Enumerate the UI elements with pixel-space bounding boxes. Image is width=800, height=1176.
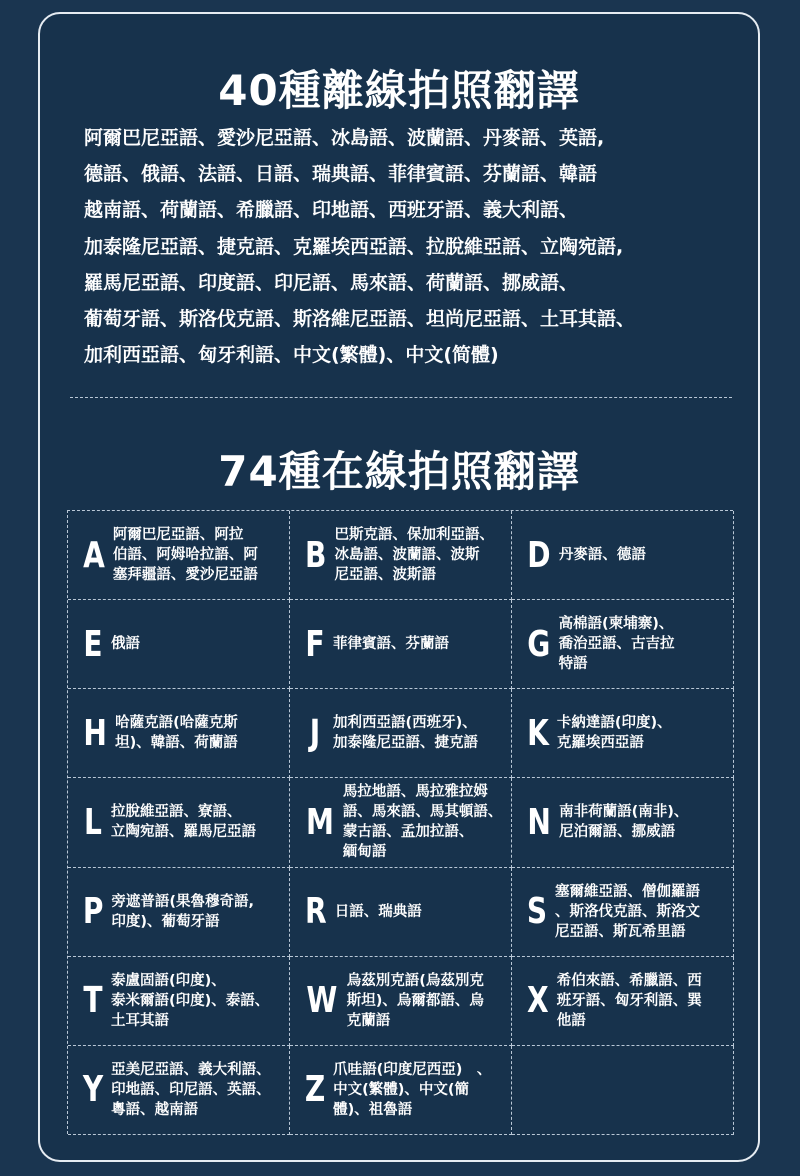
cell-letter: E bbox=[83, 623, 103, 665]
language-cell-l bbox=[68, 778, 290, 867]
language-cell-s bbox=[512, 868, 734, 957]
language-cell-w bbox=[290, 957, 512, 1046]
language-cell-g bbox=[512, 600, 734, 689]
cell-languages: 高棉語(柬埔寨)、 喬治亞語、古吉拉 特語 bbox=[558, 616, 675, 673]
cell-languages: 烏茲別克語(烏茲別克 斯坦)、烏爾都語、烏 克蘭語 bbox=[346, 972, 484, 1029]
cell-languages: 加利西亞語(西班牙)、 加泰隆尼亞語、捷克語 bbox=[333, 715, 478, 752]
cell-letter: F bbox=[305, 623, 325, 665]
language-cell-j bbox=[290, 689, 512, 778]
language-cell-e bbox=[68, 600, 290, 689]
cell-letter: B bbox=[305, 534, 327, 576]
cell-letter: M bbox=[305, 801, 334, 843]
section-divider bbox=[70, 397, 732, 398]
cell-languages: 塞爾維亞語、僧伽羅語 、斯洛伐克語、斯洛文 尼亞語、斯瓦希里語 bbox=[555, 883, 700, 940]
cell-letter: S bbox=[526, 891, 548, 933]
cell-languages: 泰盧固語(印度)、 泰米爾語(印度)、泰語、 土耳其語 bbox=[111, 972, 270, 1029]
cell-languages: 日語、瑞典語 bbox=[334, 903, 422, 920]
cell-languages: 希伯來語、希臘語、西 班牙語、匈牙利語、巽 他語 bbox=[556, 972, 702, 1029]
cell-letter: Y bbox=[82, 1069, 104, 1111]
language-cell-r bbox=[290, 868, 512, 957]
cell-letter: K bbox=[527, 712, 549, 754]
cell-languages: 南非荷蘭語(南非)、 尼泊爾語、挪威語 bbox=[559, 804, 689, 841]
cell-languages: 拉脫維亞語、寮語、 立陶宛語、羅馬尼亞語 bbox=[111, 804, 256, 841]
offline-line: 羅馬尼亞語、印度語、印尼語、馬來語、荷蘭語、挪威語、 bbox=[84, 271, 579, 294]
language-cell-f bbox=[290, 600, 512, 689]
language-cell-d bbox=[512, 511, 734, 600]
offline-line: 加泰隆尼亞語、捷克語、克羅埃西亞語、拉脫維亞語、立陶宛語, bbox=[84, 235, 624, 258]
cell-languages: 亞美尼亞語、義大利語、 印地語、印尼語、英語、 粵語、越南語 bbox=[111, 1061, 271, 1118]
language-cell-z bbox=[290, 1046, 512, 1135]
language-cell-empty bbox=[512, 1046, 734, 1135]
cell-letter: G bbox=[527, 623, 551, 665]
language-cell-t bbox=[68, 957, 290, 1046]
cell-languages: 爪哇語(印度尼西亞) 、 中文(繁體)、中文(簡 體)、祖魯語 bbox=[333, 1061, 492, 1118]
offline-line: 越南語、荷蘭語、希臘語、印地語、西班牙語、義大利語、 bbox=[84, 199, 579, 222]
cell-letter: D bbox=[527, 534, 551, 576]
offline-language-list bbox=[84, 120, 744, 373]
language-cell-a bbox=[68, 511, 290, 600]
cell-languages: 阿爾巴尼亞語、阿拉 伯語、阿姆哈拉語、阿 塞拜疆語、愛沙尼亞語 bbox=[112, 527, 258, 584]
cell-letter: R bbox=[305, 891, 327, 933]
cell-letter: L bbox=[84, 801, 102, 843]
cell-languages: 菲律賓語、芬蘭語 bbox=[333, 636, 449, 653]
language-cell-x bbox=[512, 957, 734, 1046]
cell-letter: J bbox=[309, 712, 321, 754]
cell-languages: 哈薩克語(哈薩克斯 坦)、韓語、荷蘭語 bbox=[115, 715, 238, 752]
cell-letter: N bbox=[527, 801, 551, 843]
offline-line: 德語、俄語、法語、日語、瑞典語、菲律賓語、芬蘭語、韓語 bbox=[84, 163, 598, 186]
offline-line: 葡萄牙語、斯洛伐克語、斯洛維尼亞語、坦尚尼亞語、土耳其語、 bbox=[84, 308, 636, 331]
cell-letter: P bbox=[82, 891, 104, 933]
cell-languages: 俄語 bbox=[111, 636, 140, 653]
language-cell-h bbox=[68, 689, 290, 778]
cell-languages: 馬拉地語、馬拉雅拉姆 語、馬來語、馬其頓語、 蒙古語、孟加拉語、 緬甸語 bbox=[342, 784, 503, 861]
cell-letter: T bbox=[83, 980, 103, 1022]
language-cell-n bbox=[512, 778, 734, 867]
cell-letter: H bbox=[83, 712, 107, 754]
language-cell-p bbox=[68, 868, 290, 957]
language-cell-m bbox=[290, 778, 512, 867]
cell-letter: W bbox=[306, 980, 338, 1022]
cell-letter: A bbox=[83, 534, 105, 576]
language-cell-k bbox=[512, 689, 734, 778]
cell-languages: 卡納達語(印度)、 克羅埃西亞語 bbox=[556, 715, 672, 752]
offline-line: 阿爾巴尼亞語、愛沙尼亞語、冰島語、波蘭語、丹麥語、英語, bbox=[84, 127, 605, 149]
cell-languages: 巴斯克語、保加利亞語、 冰島語、波蘭語、波斯 尼亞語、波斯語 bbox=[334, 527, 494, 584]
online-title: 74種在線拍照翻譯 bbox=[218, 447, 580, 496]
offline-line: 加利西亞語、匈牙利語、中文(繁體)、中文(简體) bbox=[84, 344, 499, 367]
content-panel bbox=[38, 12, 760, 1162]
cell-languages: 旁遮普語(果魯穆奇語, 印度)、葡萄牙語 bbox=[111, 893, 255, 930]
cell-letter: Z bbox=[304, 1069, 326, 1111]
cell-languages: 丹麥語、德語 bbox=[558, 547, 646, 564]
language-cell-b bbox=[290, 511, 512, 600]
offline-title: 40種離線拍照翻譯 bbox=[218, 66, 580, 115]
cell-letter: X bbox=[527, 980, 549, 1022]
language-cell-y bbox=[68, 1046, 290, 1135]
online-language-grid bbox=[67, 510, 733, 1134]
